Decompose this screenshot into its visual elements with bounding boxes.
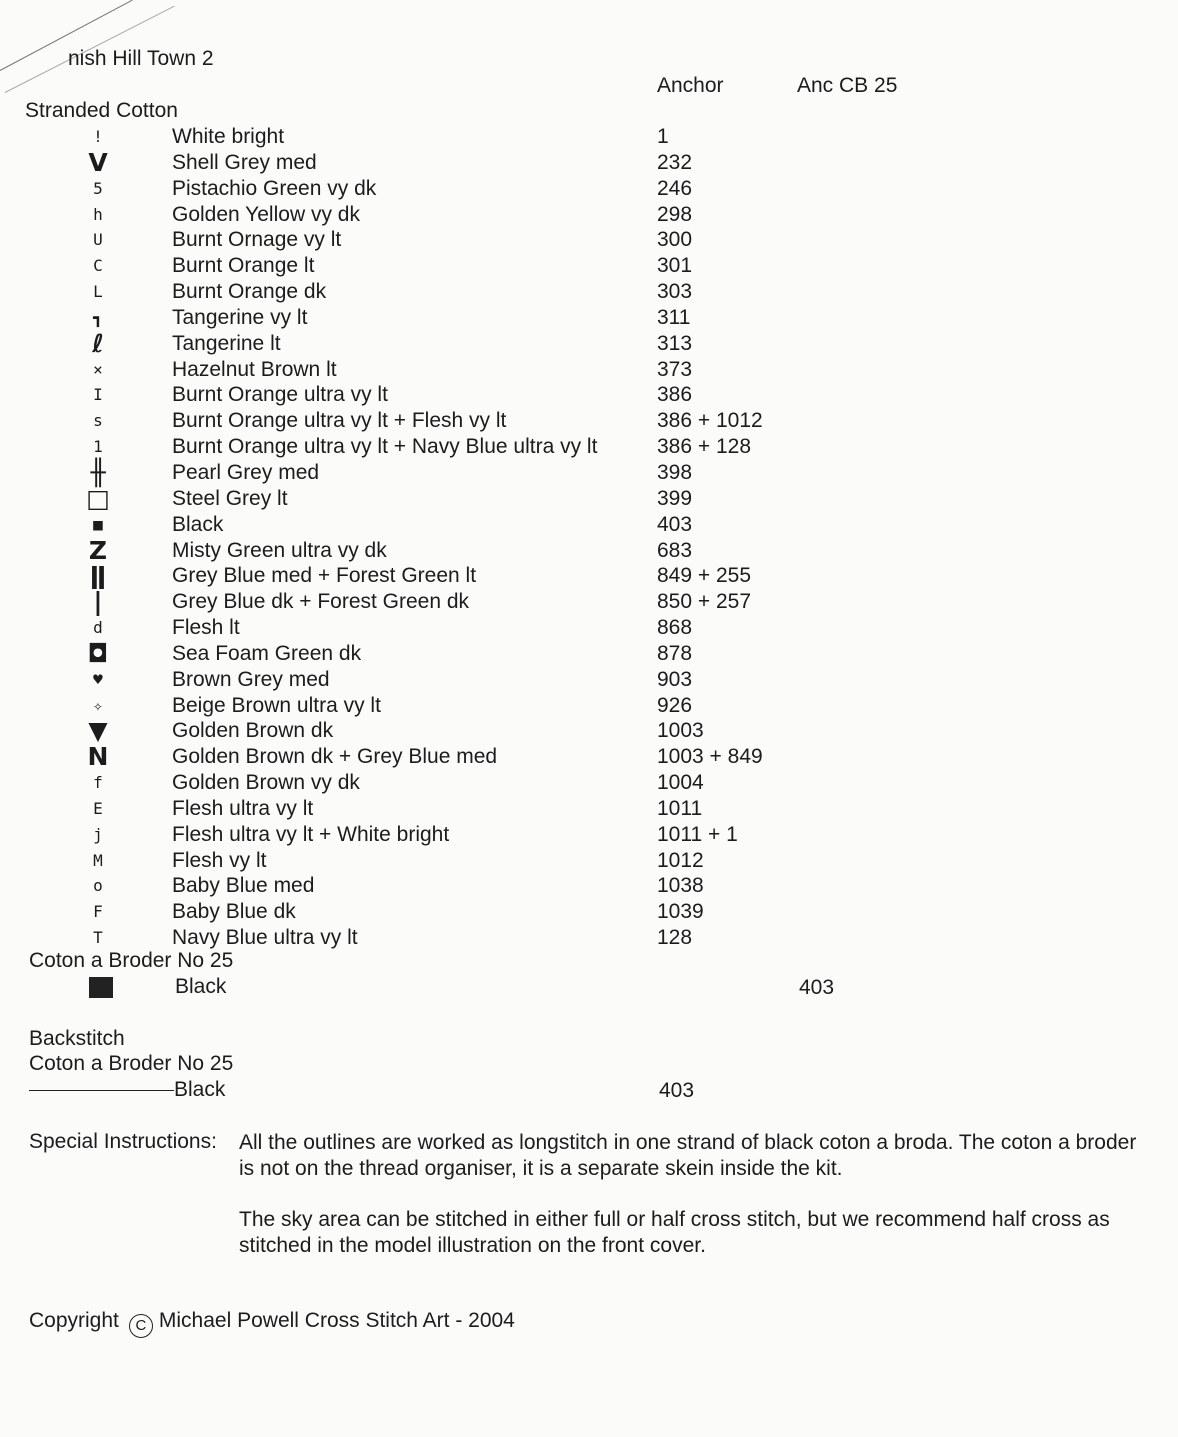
thread-symbol-icon: C bbox=[93, 256, 103, 276]
anchor-column-header: Anchor bbox=[657, 74, 724, 97]
thread-symbol-icon: N bbox=[87, 742, 109, 772]
thread-name: Black bbox=[172, 512, 224, 536]
thread-name: White bright bbox=[172, 125, 285, 148]
thread-name: Golden Brown vy dk bbox=[172, 771, 360, 795]
cb-column-header: Anc CB 25 bbox=[797, 74, 898, 97]
anchor-number: 246 bbox=[657, 176, 693, 200]
thread-symbol-icon: Z bbox=[88, 535, 108, 565]
anchor-number: 300 bbox=[657, 228, 693, 252]
anchor-number: 926 bbox=[657, 693, 693, 717]
anchor-number: 1011 + 1 bbox=[657, 822, 738, 846]
thread-symbol-icon: V bbox=[88, 147, 108, 177]
thread-row bbox=[0, 147, 1178, 177]
anchor-number: 403 bbox=[657, 512, 693, 536]
anchor-number: 386 + 1012 bbox=[657, 409, 763, 433]
document-title: nish Hill Town 2 bbox=[68, 47, 214, 70]
thread-row bbox=[0, 770, 1178, 796]
thread-row bbox=[0, 434, 1178, 460]
anchor-number: 1003 bbox=[657, 719, 704, 743]
anchor-number: 373 bbox=[657, 357, 693, 381]
thread-name: Flesh vy lt bbox=[172, 848, 267, 872]
anchor-number: 386 bbox=[657, 383, 693, 407]
thread-name: Tangerine lt bbox=[172, 331, 281, 355]
anchor-number: 903 bbox=[657, 667, 693, 691]
thread-symbol-icon: I bbox=[93, 385, 103, 405]
thread-row bbox=[0, 693, 1178, 719]
backstitch-line-symbol bbox=[29, 1090, 174, 1091]
thread-row bbox=[0, 925, 1178, 951]
thread-symbol-icon: × bbox=[93, 359, 103, 379]
thread-name: Golden Brown dk bbox=[172, 719, 334, 743]
stranded-cotton-list bbox=[0, 124, 1178, 951]
thread-row bbox=[0, 744, 1178, 770]
thread-symbol-icon: ♥ bbox=[93, 669, 103, 689]
thread-row bbox=[0, 457, 1178, 487]
thread-row bbox=[0, 822, 1178, 848]
anchor-number: 301 bbox=[657, 254, 693, 278]
thread-symbol-icon: j bbox=[93, 824, 103, 844]
backstitch-anchor-number: 403 bbox=[659, 1079, 695, 1102]
thread-row bbox=[0, 638, 1178, 668]
thread-row bbox=[0, 305, 1178, 331]
coton-cb-number: 403 bbox=[799, 976, 835, 999]
thread-symbol-icon: T bbox=[93, 928, 103, 948]
thread-symbol-icon: s bbox=[93, 411, 103, 431]
thread-name: Flesh ultra vy lt + White bright bbox=[172, 822, 450, 846]
thread-name: Baby Blue dk bbox=[172, 900, 296, 924]
thread-name: Navy Blue ultra vy lt bbox=[172, 926, 358, 950]
anchor-number: 1003 + 849 bbox=[657, 745, 763, 769]
thread-symbol-icon: ℓ bbox=[92, 328, 104, 358]
backstitch-heading: Backstitch bbox=[29, 1027, 125, 1050]
thread-row bbox=[0, 483, 1178, 513]
thread-name: Burnt Orange ultra vy lt + Flesh vy lt bbox=[172, 409, 507, 433]
anchor-number: 1012 bbox=[657, 848, 704, 872]
thread-row bbox=[0, 535, 1178, 565]
thread-name: Misty Green ultra vy dk bbox=[172, 538, 387, 562]
thread-name: Steel Grey lt bbox=[172, 486, 288, 510]
thread-symbol-icon: ■ bbox=[93, 514, 103, 534]
thread-row bbox=[0, 589, 1178, 615]
thread-row bbox=[0, 202, 1178, 228]
thread-name: Pistachio Green vy dk bbox=[172, 176, 377, 200]
thread-name: Golden Yellow vy dk bbox=[172, 202, 360, 226]
backstitch-name: Black bbox=[174, 1078, 226, 1101]
anchor-number: 683 bbox=[657, 538, 693, 562]
thread-name: Burnt Orange dk bbox=[172, 280, 327, 304]
thread-row bbox=[0, 899, 1178, 925]
thread-name: Grey Blue dk + Forest Green dk bbox=[172, 590, 470, 614]
special-instructions-2: The sky area can be stitched in either full or half cross stitch, but we recommend half cross as stitched in the model illustration on the front cover. bbox=[239, 1208, 1110, 1257]
thread-symbol-icon: U bbox=[93, 230, 103, 250]
thread-name: Baby Blue med bbox=[172, 874, 315, 898]
thread-row bbox=[0, 227, 1178, 253]
copyright-text: Michael Powell Cross Stitch Art - 2004 bbox=[158, 1309, 515, 1332]
copyright-line bbox=[29, 1309, 515, 1338]
anchor-number: 1004 bbox=[657, 771, 704, 795]
anchor-number: 386 + 128 bbox=[657, 435, 752, 459]
thread-name: Shell Grey med bbox=[172, 150, 317, 174]
thread-name: Burnt Orange ultra vy lt bbox=[172, 383, 388, 407]
thread-symbol-icon: M bbox=[93, 850, 103, 870]
coton-black-symbol bbox=[89, 977, 113, 998]
thread-row bbox=[0, 279, 1178, 305]
thread-name: Golden Brown dk + Grey Blue med bbox=[172, 745, 498, 769]
thread-name: Tangerine vy lt bbox=[172, 305, 308, 329]
anchor-number: 313 bbox=[657, 331, 693, 355]
thread-symbol-icon: E bbox=[93, 798, 103, 818]
copyright-icon: C bbox=[129, 1314, 153, 1338]
thread-symbol-icon: h bbox=[93, 204, 103, 224]
thread-row bbox=[0, 408, 1178, 434]
thread-symbol-icon: | bbox=[93, 587, 103, 617]
anchor-number: 398 bbox=[657, 460, 693, 484]
thread-name: Flesh ultra vy lt bbox=[172, 796, 314, 820]
thread-row bbox=[0, 253, 1178, 279]
thread-row bbox=[0, 382, 1178, 408]
thread-symbol-icon: 5 bbox=[93, 178, 103, 198]
special-instructions-1: All the outlines are worked as longstitch in one strand of black coton a broda. The coton a broder is not on the thread organiser, it is a separate skein inside the kit. bbox=[239, 1131, 1137, 1180]
thread-row bbox=[0, 124, 1178, 150]
backstitch-subheading: Coton a Broder No 25 bbox=[29, 1052, 234, 1075]
anchor-number: 878 bbox=[657, 641, 693, 665]
anchor-number: 1038 bbox=[657, 874, 704, 898]
thread-symbol-icon: ! bbox=[93, 127, 103, 146]
thread-symbol-icon: ǁ bbox=[89, 561, 107, 591]
thread-symbol-icon: ▼ bbox=[88, 716, 108, 746]
anchor-number: 1039 bbox=[657, 900, 704, 924]
thread-symbol-icon: L bbox=[93, 282, 103, 302]
thread-row bbox=[0, 667, 1178, 693]
thread-row bbox=[0, 848, 1178, 874]
anchor-number: 1011 bbox=[657, 796, 703, 820]
coton-heading: Coton a Broder No 25 bbox=[29, 949, 234, 972]
thread-symbol-icon: d bbox=[93, 618, 103, 638]
anchor-number: 311 bbox=[657, 305, 691, 329]
coton-name: Black bbox=[175, 975, 227, 998]
thread-row bbox=[0, 176, 1178, 202]
anchor-number: 868 bbox=[657, 616, 693, 640]
thread-symbol-icon: o bbox=[93, 876, 103, 896]
thread-name: Flesh lt bbox=[172, 616, 240, 640]
thread-symbol-icon: 1 bbox=[93, 437, 103, 457]
thread-symbol-icon: ◘ bbox=[87, 638, 109, 668]
anchor-number: 298 bbox=[657, 202, 693, 226]
thread-row bbox=[0, 718, 1178, 744]
anchor-number: 303 bbox=[657, 280, 693, 304]
thread-row bbox=[0, 563, 1178, 589]
anchor-number: 128 bbox=[657, 926, 693, 950]
special-instructions-label: Special Instructions: bbox=[29, 1130, 217, 1153]
thread-name: Brown Grey med bbox=[172, 667, 330, 691]
thread-symbol-icon: ✧ bbox=[93, 695, 103, 715]
thread-row bbox=[0, 357, 1178, 383]
thread-name: Hazelnut Brown lt bbox=[172, 357, 337, 381]
copyright-word: Copyright bbox=[29, 1309, 119, 1332]
thread-name: Pearl Grey med bbox=[172, 460, 320, 484]
thread-name: Burnt Orange lt bbox=[172, 254, 315, 278]
anchor-number: 232 bbox=[657, 150, 693, 174]
anchor-number: 850 + 257 bbox=[657, 590, 752, 614]
thread-symbol-icon: F bbox=[93, 902, 103, 922]
thread-name: Burnt Ornage vy lt bbox=[172, 228, 342, 252]
thread-symbol-icon: ┓ bbox=[93, 307, 103, 327]
anchor-number: 1 bbox=[657, 125, 669, 148]
thread-symbol-icon: f bbox=[93, 773, 103, 793]
thread-name: Grey Blue med + Forest Green lt bbox=[172, 564, 477, 588]
thread-row bbox=[0, 512, 1178, 538]
anchor-number: 849 + 255 bbox=[657, 564, 752, 588]
thread-row bbox=[0, 615, 1178, 641]
thread-name: Beige Brown ultra vy lt bbox=[172, 693, 381, 717]
thread-row bbox=[0, 873, 1178, 899]
thread-symbol-icon: ╫ bbox=[90, 457, 106, 487]
thread-row bbox=[0, 796, 1178, 822]
thread-name: Sea Foam Green dk bbox=[172, 641, 362, 665]
anchor-number: 399 bbox=[657, 486, 693, 510]
thread-symbol-icon: □ bbox=[86, 483, 110, 513]
thread-name: Burnt Orange ultra vy lt + Navy Blue ultra vy lt bbox=[172, 435, 598, 459]
thread-row bbox=[0, 328, 1178, 358]
stranded-cotton-heading: Stranded Cotton bbox=[25, 99, 178, 122]
backstitch-row bbox=[29, 1078, 225, 1102]
